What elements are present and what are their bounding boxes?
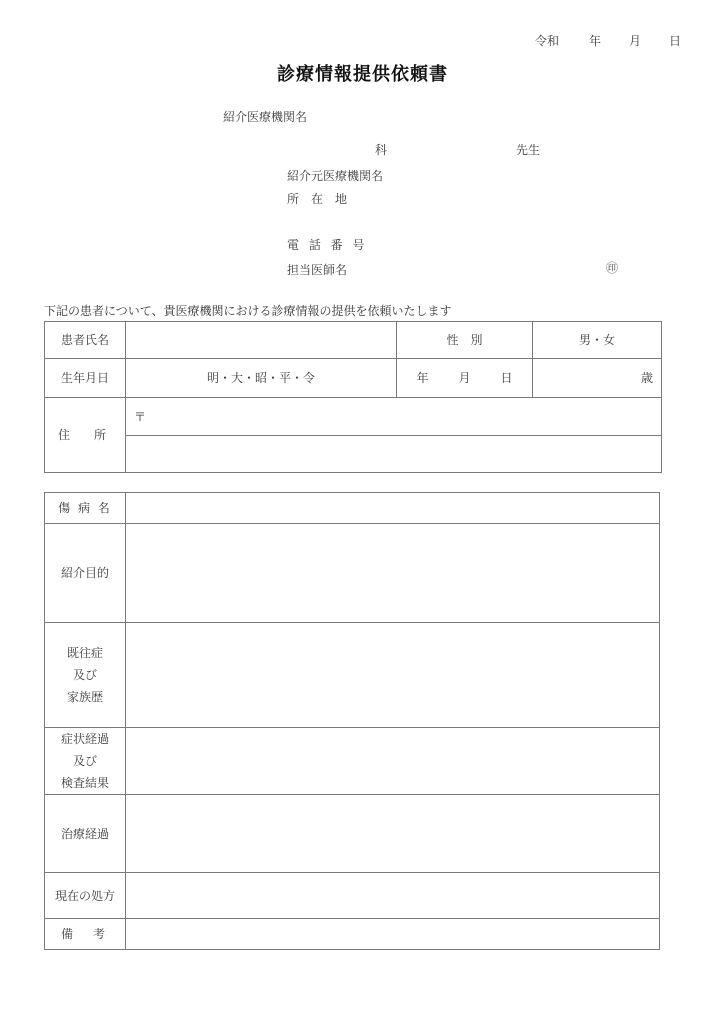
seal-icon: ㊞ xyxy=(606,261,619,275)
document-title: 診療情報提供依頼書 xyxy=(277,64,448,85)
diagnosis-field[interactable] xyxy=(126,493,659,523)
attending-doctor-label: 担当医師名 xyxy=(287,263,348,277)
patient-address-label xyxy=(45,398,125,472)
symptoms-label xyxy=(45,728,125,794)
recipient-institution-label: 紹介医療機関名 xyxy=(223,110,308,124)
sex-label: 性 別 xyxy=(446,333,483,347)
date-month-label: 月 xyxy=(629,34,642,48)
symptoms-field[interactable] xyxy=(126,728,659,794)
postal-mark-icon: 〒 xyxy=(134,410,147,424)
history-label-line: 既往症 xyxy=(66,646,103,660)
history-field[interactable] xyxy=(126,623,659,727)
date-year-label: 年 xyxy=(589,34,602,48)
patient-address-label-text: 住 所 xyxy=(57,428,112,442)
diagnosis-label xyxy=(45,493,125,523)
sex-options[interactable]: 男・女 xyxy=(578,333,615,347)
referral-purpose-field[interactable] xyxy=(126,524,659,622)
birth-date-label: 生年月日 xyxy=(60,371,109,385)
patient-address-field[interactable] xyxy=(126,436,661,472)
birth-date-field[interactable] xyxy=(397,359,532,397)
remarks-field[interactable] xyxy=(126,919,659,949)
address-label: 所 在 地 xyxy=(287,192,348,206)
patient-name-field[interactable] xyxy=(126,322,396,358)
current-prescription-label: 現在の処方 xyxy=(54,888,115,903)
date-day-label: 日 xyxy=(669,34,682,48)
date-era: 令和 xyxy=(535,34,560,48)
referral-purpose-label: 紹介目的 xyxy=(60,566,109,580)
department-label: 科 xyxy=(375,143,388,157)
history-label-line: 家族歴 xyxy=(66,690,103,704)
postal-code-field[interactable] xyxy=(126,398,661,435)
birth-day-label: 日 xyxy=(500,371,513,385)
request-statement: 下記の患者について、貴医療機関における診療情報の提供を依頼いたします xyxy=(44,304,452,318)
birth-month-label: 月 xyxy=(458,371,471,385)
history-label-line: 及び xyxy=(72,668,97,682)
patient-name-label: 患者氏名 xyxy=(60,333,109,347)
phone-label: 電 話 番 号 xyxy=(287,238,368,252)
remarks-label xyxy=(45,919,125,949)
doctor-honorific: 先生 xyxy=(516,143,541,157)
current-prescription-field[interactable] xyxy=(126,873,659,918)
era-options[interactable]: 明・大・昭・平・令 xyxy=(206,371,315,385)
treatment-course-label: 治療経過 xyxy=(60,826,109,841)
symptoms-label-line: 及び xyxy=(72,754,97,768)
symptoms-label-line: 症状経過 xyxy=(60,732,109,746)
referrer-institution-label: 紹介元医療機関名 xyxy=(287,169,384,183)
diagnosis-label-text: 傷 病 名 xyxy=(58,501,112,515)
symptoms-label-line: 検査結果 xyxy=(60,776,109,790)
history-label xyxy=(45,623,125,727)
birth-year-label: 年 xyxy=(416,371,429,385)
remarks-label-text: 備 考 xyxy=(60,927,109,941)
age-field[interactable]: 歳 xyxy=(640,371,653,385)
treatment-course-field[interactable] xyxy=(126,795,659,872)
